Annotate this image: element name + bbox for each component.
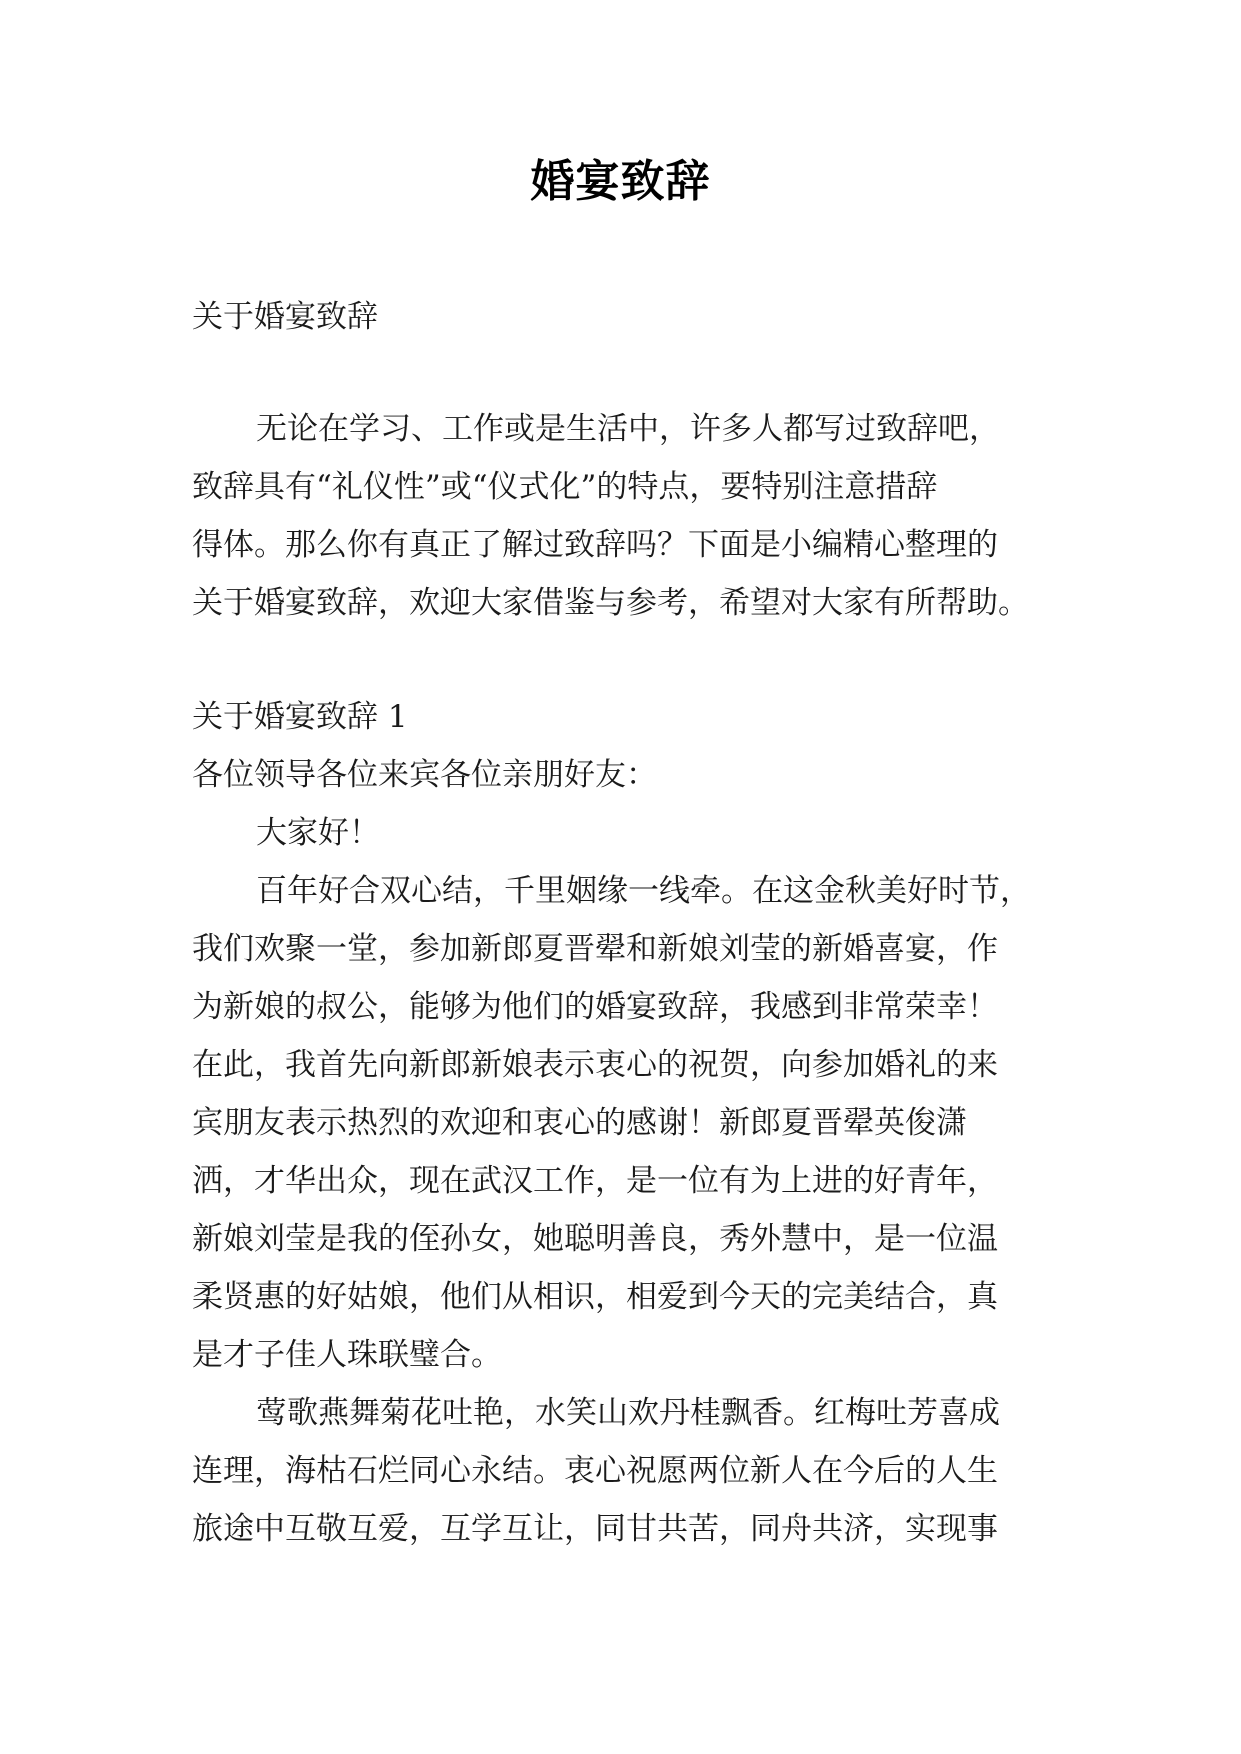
- salutation: 各位领导各位来宾各位亲朋好友：: [192, 757, 657, 793]
- paragraph-line: 连理，海枯石烂同心永结。衷心祝愿两位新人在今后的人生: [192, 1453, 998, 1489]
- intro-line: 关于婚宴致辞，欢迎大家借鉴与参考，希望对大家有所帮助。: [192, 585, 1029, 621]
- paragraph-line: 为新娘的叔公，能够为他们的婚宴致辞，我感到非常荣幸！: [192, 989, 998, 1025]
- paragraph-line: 莺歌燕舞菊花吐艳，水笑山欢丹桂飘香。红梅吐芳喜成: [256, 1395, 1000, 1431]
- paragraph-line: 洒，才华出众，现在武汉工作，是一位有为上进的好青年，: [192, 1163, 998, 1199]
- paragraph-line: 新娘刘莹是我的侄孙女，她聪明善良，秀外慧中，是一位温: [192, 1221, 998, 1257]
- paragraph-line: 柔贤惠的好姑娘，他们从相识，相爱到今天的完美结合，真: [192, 1279, 998, 1315]
- document-title: 婚宴致辞: [530, 156, 711, 207]
- paragraph-line: 是才子佳人珠联璧合。: [192, 1337, 502, 1373]
- intro-line: 无论在学习、工作或是生活中，许多人都写过致辞吧，: [256, 411, 1000, 447]
- paragraph-line: 我们欢聚一堂，参加新郎夏晋翚和新娘刘莹的新婚喜宴，作: [192, 931, 998, 967]
- intro-line: 致辞具有“礼仪性”或“仪式化”的特点，要特别注意措辞: [192, 469, 938, 505]
- paragraph-line: 旅途中互敬互爱，互学互让，同甘共苦，同舟共济，实现事: [192, 1511, 998, 1547]
- paragraph-line: 宾朋友表示热烈的欢迎和衷心的感谢！新郎夏晋翚英俊潇: [192, 1105, 967, 1141]
- greeting: 大家好！: [256, 815, 380, 851]
- paragraph-line: 在此，我首先向新郎新娘表示衷心的祝贺，向参加婚礼的来: [192, 1047, 998, 1083]
- section-heading: 关于婚宴致辞 1: [192, 699, 408, 735]
- paragraph-line: 百年好合双心结，千里姻缘一线牵。在这金秋美好时节，: [256, 873, 1031, 909]
- document-subtitle: 关于婚宴致辞: [192, 299, 378, 335]
- intro-line: 得体。那么你有真正了解过致辞吗？下面是小编精心整理的: [192, 527, 998, 563]
